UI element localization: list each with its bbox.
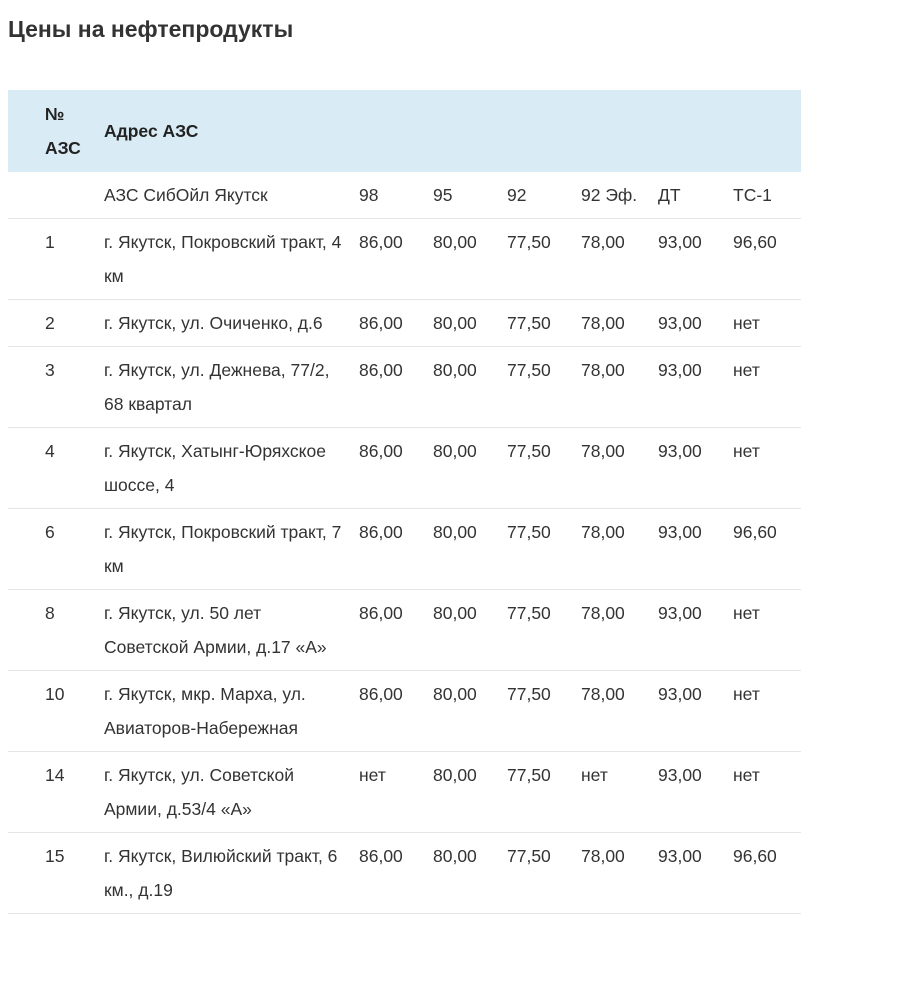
price-dt: 93,00 xyxy=(650,833,725,914)
table-row xyxy=(8,833,801,914)
price-98: 86,00 xyxy=(351,347,425,428)
header-empty xyxy=(650,90,725,172)
fuel-type-row xyxy=(8,172,801,219)
table-row xyxy=(8,300,801,347)
station-number: 14 xyxy=(8,752,96,833)
price-92: 77,50 xyxy=(499,347,573,428)
station-number: 10 xyxy=(8,671,96,752)
price-92e: 78,00 xyxy=(573,590,650,671)
fuel-label-92: 92 xyxy=(499,172,573,219)
price-dt: 93,00 xyxy=(650,219,725,300)
price-95: 80,00 xyxy=(425,428,499,509)
price-92e: 78,00 xyxy=(573,671,650,752)
table-row xyxy=(8,428,801,509)
price-ts1: 96,60 xyxy=(725,509,801,590)
price-92: 77,50 xyxy=(499,300,573,347)
station-address: г. Якутск, Хатынг-Юряхское шоссе, 4 xyxy=(96,428,351,509)
price-92e: 78,00 xyxy=(573,219,650,300)
table-row xyxy=(8,347,801,428)
price-92e: 78,00 xyxy=(573,833,650,914)
page-title: Цены на нефтепродукты xyxy=(8,16,294,42)
price-95: 80,00 xyxy=(425,300,499,347)
header-empty xyxy=(425,90,499,172)
table-row xyxy=(8,219,801,300)
station-address: г. Якутск, ул. Советской Армии, д.53/4 «А» xyxy=(96,752,351,833)
price-ts1: 96,60 xyxy=(725,833,801,914)
price-92: 77,50 xyxy=(499,590,573,671)
station-address: г. Якутск, Покровский тракт, 4 км xyxy=(96,219,351,300)
price-98: 86,00 xyxy=(351,833,425,914)
price-ts1: нет xyxy=(725,347,801,428)
table-header xyxy=(8,90,801,172)
header-row xyxy=(8,90,801,172)
price-98: 86,00 xyxy=(351,300,425,347)
subheader-number xyxy=(8,172,96,219)
subheader-network-name: АЗС СибОйл Якутск xyxy=(96,172,351,219)
table-body xyxy=(8,172,801,914)
fuel-label-ts1: ТС-1 xyxy=(725,172,801,219)
fuel-label-92e: 92 Эф. xyxy=(573,172,650,219)
price-92: 77,50 xyxy=(499,671,573,752)
table-row xyxy=(8,590,801,671)
price-92: 77,50 xyxy=(499,833,573,914)
header-station-address: Адрес АЗС xyxy=(104,121,199,141)
price-98: 86,00 xyxy=(351,590,425,671)
station-number: 15 xyxy=(8,833,96,914)
fuel-label-95: 95 xyxy=(425,172,499,219)
price-92e: 78,00 xyxy=(573,347,650,428)
station-address: г. Якутск, Вилюйский тракт, 6 км., д.19 xyxy=(96,833,351,914)
table-row xyxy=(8,671,801,752)
price-95: 80,00 xyxy=(425,752,499,833)
price-92e: 78,00 xyxy=(573,428,650,509)
header-empty xyxy=(725,90,801,172)
station-number: 4 xyxy=(8,428,96,509)
price-92: 77,50 xyxy=(499,509,573,590)
price-92: 77,50 xyxy=(499,428,573,509)
price-ts1: нет xyxy=(725,752,801,833)
price-92e: 78,00 xyxy=(573,509,650,590)
fuel-label-98: 98 xyxy=(351,172,425,219)
price-98: 86,00 xyxy=(351,219,425,300)
price-ts1: нет xyxy=(725,300,801,347)
price-98: 86,00 xyxy=(351,671,425,752)
price-92: 77,50 xyxy=(499,219,573,300)
price-95: 80,00 xyxy=(425,833,499,914)
price-95: 80,00 xyxy=(425,219,499,300)
price-95: 80,00 xyxy=(425,590,499,671)
price-95: 80,00 xyxy=(425,509,499,590)
price-92e: нет xyxy=(573,752,650,833)
price-98: нет xyxy=(351,752,425,833)
price-dt: 93,00 xyxy=(650,671,725,752)
fuel-label-dt: ДТ xyxy=(650,172,725,219)
station-number: 6 xyxy=(8,509,96,590)
station-address: г. Якутск, ул. 50 лет Советской Армии, д.17 «А» xyxy=(96,590,351,671)
station-number: 2 xyxy=(8,300,96,347)
header-empty xyxy=(499,90,573,172)
price-ts1: 96,60 xyxy=(725,219,801,300)
price-dt: 93,00 xyxy=(650,752,725,833)
station-number: 1 xyxy=(8,219,96,300)
price-ts1: нет xyxy=(725,428,801,509)
station-address: г. Якутск, мкр. Марха, ул. Авиаторов-Набережная xyxy=(96,671,351,752)
price-92e: 78,00 xyxy=(573,300,650,347)
price-dt: 93,00 xyxy=(650,509,725,590)
price-92: 77,50 xyxy=(499,752,573,833)
price-ts1: нет xyxy=(725,671,801,752)
header-empty xyxy=(351,90,425,172)
station-address: г. Якутск, ул. Дежнева, 77/2, 68 квартал xyxy=(96,347,351,428)
table-row xyxy=(8,509,801,590)
price-95: 80,00 xyxy=(425,347,499,428)
station-address: г. Якутск, ул. Очиченко, д.6 xyxy=(96,300,351,347)
header-empty xyxy=(573,90,650,172)
price-dt: 93,00 xyxy=(650,428,725,509)
station-address: г. Якутск, Покровский тракт, 7 км xyxy=(96,509,351,590)
fuel-prices-table xyxy=(8,90,801,914)
price-dt: 93,00 xyxy=(650,590,725,671)
table-row xyxy=(8,752,801,833)
price-98: 86,00 xyxy=(351,509,425,590)
price-dt: 93,00 xyxy=(650,347,725,428)
price-dt: 93,00 xyxy=(650,300,725,347)
header-station-number: № АЗС xyxy=(45,104,81,158)
price-95: 80,00 xyxy=(425,671,499,752)
station-number: 3 xyxy=(8,347,96,428)
station-number: 8 xyxy=(8,590,96,671)
price-98: 86,00 xyxy=(351,428,425,509)
price-ts1: нет xyxy=(725,590,801,671)
